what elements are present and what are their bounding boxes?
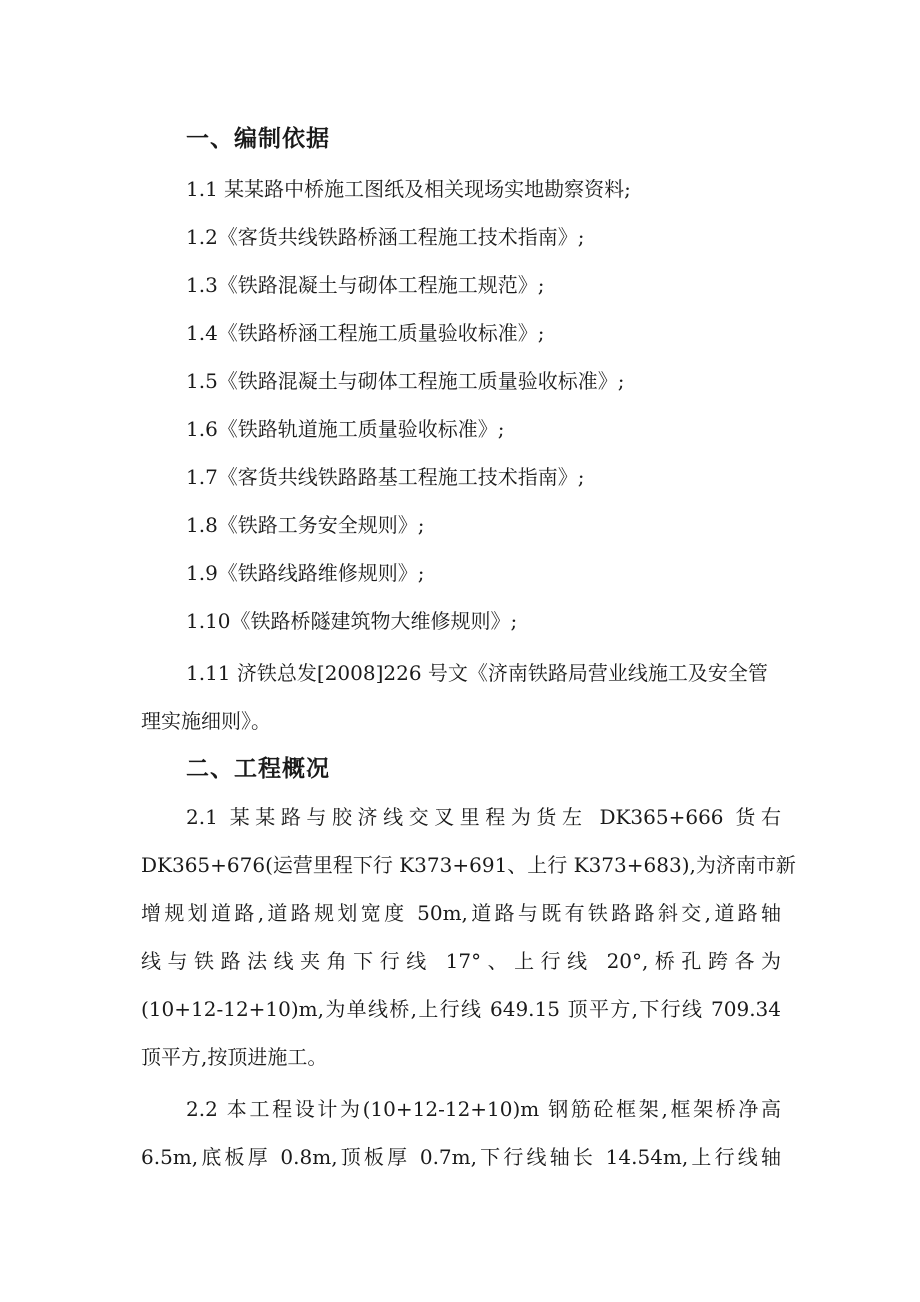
paragraph-line: 顶平方,按顶进施工。	[141, 1045, 328, 1069]
list-item: 1.8《铁路工务安全规则》;	[186, 513, 425, 537]
paragraph-line: 线与铁路法线夹角下行线 17°、上行线 20°,桥孔跨各为	[141, 949, 781, 973]
list-item: 1.10《铁路桥隧建筑物大维修规则》;	[186, 609, 518, 633]
paragraph-line: DK365+676(运营里程下行 K373+691、上行 K373+683),为济南市新	[141, 853, 796, 877]
list-item: 1.5《铁路混凝土与砌体工程施工质量验收标准》;	[186, 369, 625, 393]
paragraph-line: (10+12-12+10)m,为单线桥,上行线 649.15 顶平方,下行线 709.34	[141, 997, 781, 1021]
list-item-11-line2: 理实施细则》。	[141, 709, 271, 733]
list-item: 1.6《铁路轨道施工质量验收标准》;	[186, 417, 505, 441]
section-heading-overview: 二、工程概况	[186, 756, 330, 782]
list-item: 1.1 某某路中桥施工图纸及相关现场实地勘察资料;	[186, 177, 631, 201]
paragraph-line: 6.5m,底板厚 0.8m,顶板厚 0.7m,下行线轴长 14.54m,上行线轴	[141, 1145, 781, 1169]
list-item: 1.2《客货共线铁路桥涵工程施工技术指南》;	[186, 225, 585, 249]
list-item: 1.9《铁路线路维修规则》;	[186, 561, 425, 585]
paragraph-line: 增规划道路,道路规划宽度 50m,道路与既有铁路路斜交,道路轴	[141, 901, 781, 925]
list-item: 1.7《客货共线铁路路基工程施工技术指南》;	[186, 465, 585, 489]
list-item: 1.3《铁路混凝土与砌体工程施工规范》;	[186, 273, 545, 297]
paragraph-line: 2.1 某某路与胶济线交叉里程为货左 DK365+666 货右	[186, 805, 781, 829]
section-heading-basis: 一、编制依据	[186, 126, 330, 152]
paragraph-line: 2.2 本工程设计为(10+12-12+10)m 钢筋砼框架,框架桥净高	[186, 1097, 781, 1121]
list-item: 1.4《铁路桥涵工程施工质量验收标准》;	[186, 321, 545, 345]
list-item-11-line1: 1.11 济铁总发[2008]226 号文《济南铁路局营业线施工及安全管	[186, 661, 768, 685]
